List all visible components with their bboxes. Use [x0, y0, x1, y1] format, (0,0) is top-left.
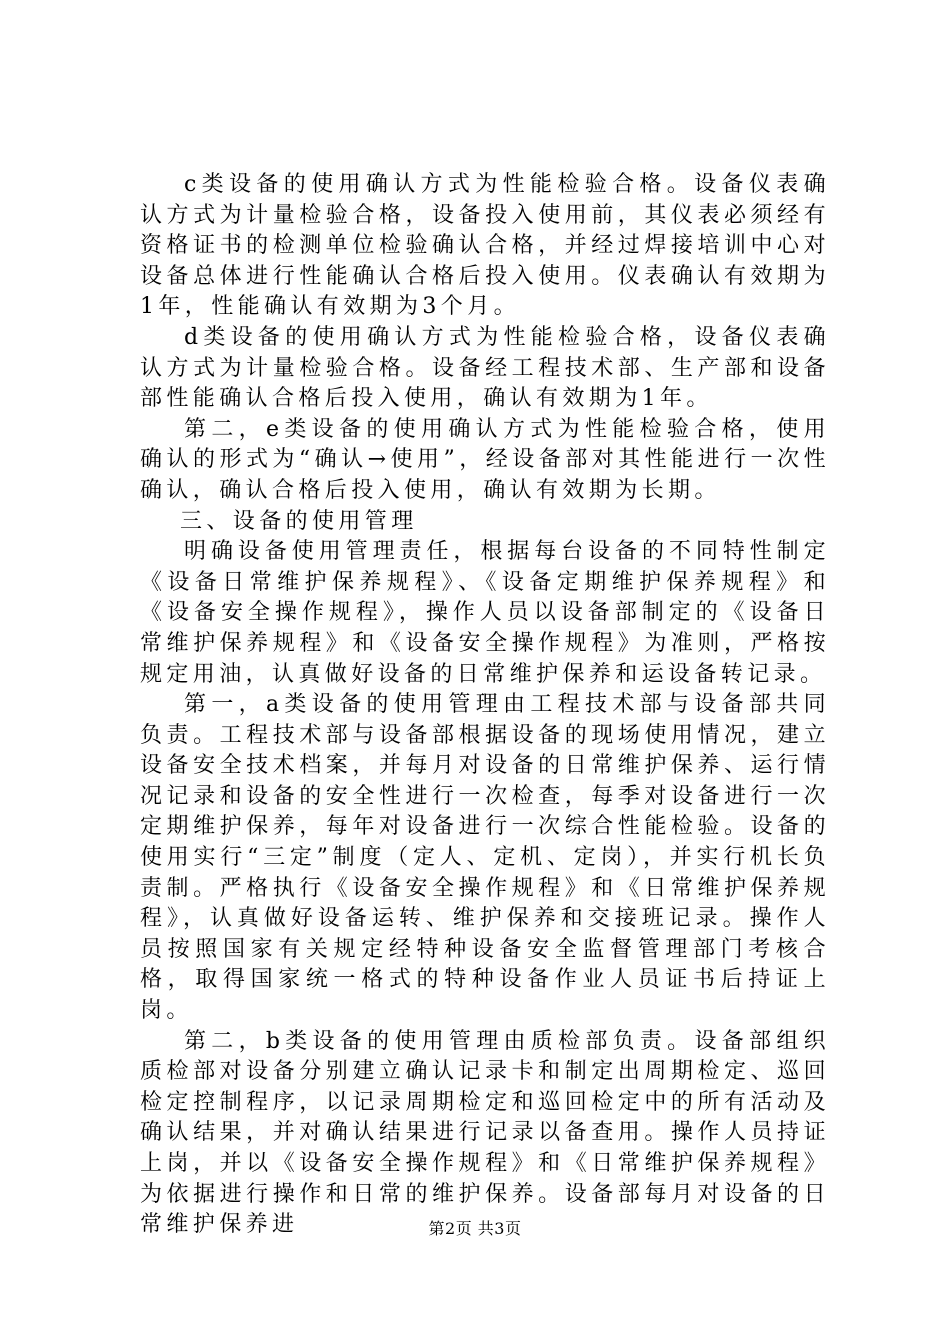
paragraph-b-class-usage: 第二，b类设备的使用管理由质检部负责。设备部组织质检部对设备分别建立确认记录卡和制定出周期检定、巡回检定控制程序，以记录周期检定和巡回检定中的所有活动及确认结果，并对确认结果进行记录以备查用。操作人员持证上岗，并以《设备安全操作规程》和《日常维护保养规程》为依据进行操作和日常的维护保养。设备部每月对设备的日常维护保养进 — [140, 1028, 830, 1238]
paragraph-usage-responsibility: 明确设备使用管理责任，根据每台设备的不同特性制定《设备日常维护保养规程》、《设备定期维护保养规程》和《设备安全操作规程》，操作人员以设备部制定的《设备日常维护保养规程》和《设备安全操作规程》为准则，严格按规定用油，认真做好设备的日常维护保养和运设备转记录。 — [140, 539, 830, 687]
page-number-footer: 第2页 共3页 — [428, 1219, 522, 1238]
paragraph-c-class-confirmation: c类设备的使用确认方式为性能检验合格。设备仪表确认方式为计量检验合格，设备投入使用前，其仪表必须经有资格证书的检测单位检验确认合格，并经过焊接培训中心对设备总体进行性能确认合格后投入使用。仪表确认有效期为1年，性能确认有效期为3个月。 — [140, 172, 830, 320]
paragraph-a-class-usage: 第一，a类设备的使用管理由工程技术部与设备部共同负责。工程技术部与设备部根据设备的现场使用情况，建立设备安全技术档案，并每月对设备的日常维护保养、运行情况记录和设备的安全性进行一次检查，每季对设备进行一次定期维护保养，每年对设备进行一次综合性能检验。设备的使用实行“三定”制度（定人、定机、定岗），并实行机长负责制。严格执行《设备安全操作规程》和《日常维护保养规程》，认真做好设备运转、维护保养和交接班记录。操作人员按照国家有关规定经特种设备安全监督管理部门考核合格，取得国家统一格式的特种设备作业人员证书后持证上岗。 — [140, 692, 830, 1024]
section-heading-usage-management: 三、设备的使用管理 — [180, 508, 418, 534]
document-body — [140, 170, 830, 1241]
paragraph-e-class-confirmation: 第二，e类设备的使用确认方式为性能检验合格，使用确认的形式为“确认→使用”，经设备部对其性能进行一次性确认，确认合格后投入使用，确认有效期为长期。 — [140, 416, 830, 503]
paragraph-d-class-confirmation: d类设备的使用确认方式为性能检验合格，设备仪表确认方式为计量检验合格。设备经工程技术部、生产部和设备部性能确认合格后投入使用，确认有效期为1年。 — [140, 324, 830, 412]
